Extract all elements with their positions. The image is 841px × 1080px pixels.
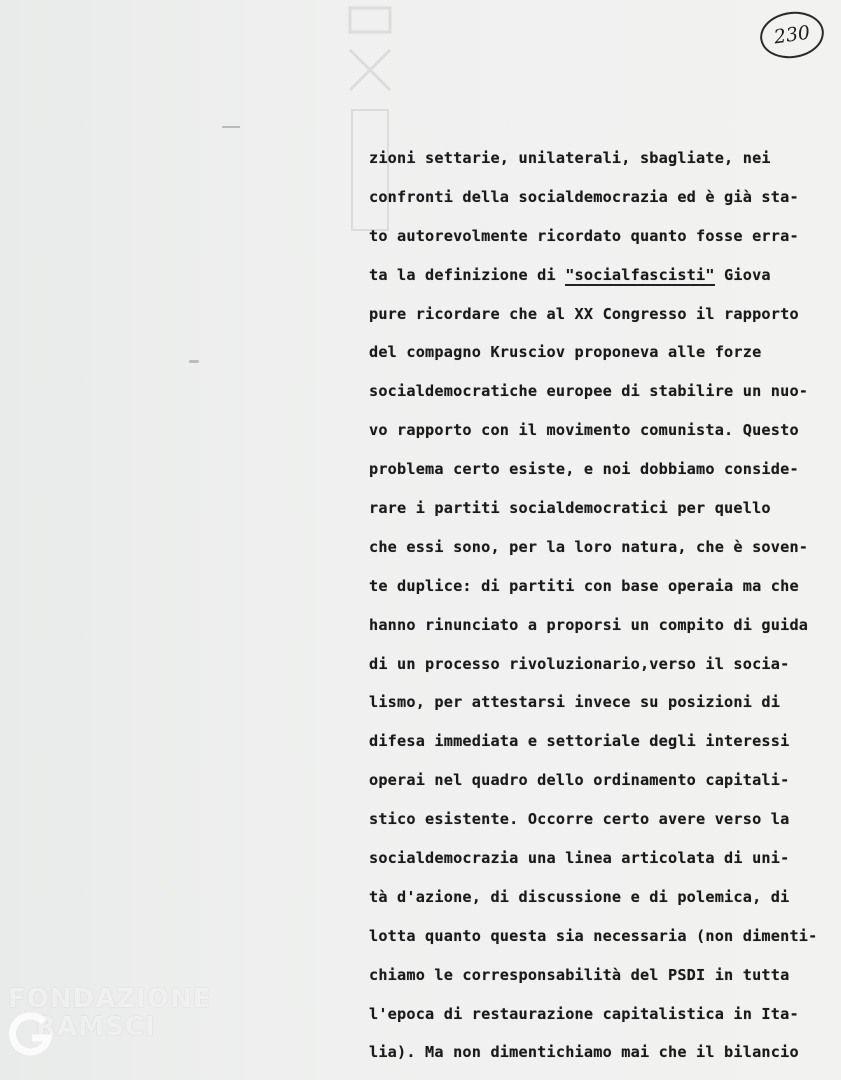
text-line: che essi sono, per la loro natura, che è soven- (369, 537, 809, 556)
text-line: del compagno Krusciov proponeva alle forze (369, 343, 762, 362)
text-line: rare i partiti socialdemocratici per quello (369, 499, 771, 518)
text-line: pure ricordare che al XX Congresso il rapporto (369, 304, 799, 323)
text-line: lismo, per attestarsi invece su posizioni di (369, 693, 781, 712)
text-line: vo rapporto con il movimento comunista. Questo (369, 421, 799, 440)
watermark-line-2-container (8, 1014, 211, 1040)
text-line: confronti della socialdemocrazia ed è già sta- (369, 187, 799, 206)
page-number: 230 (772, 21, 812, 49)
text-line: lotta quanto questa sia necessaria (non dimenti- (369, 926, 818, 945)
page-number-circle (757, 8, 827, 62)
text-line: problema certo esiste, e noi dobbiamo conside- (369, 460, 799, 479)
text-line: hanno rinunciato a proporsi un compito di guida (369, 615, 809, 634)
text-line: te duplice: di partiti con base operaia ma che (369, 576, 799, 595)
text-line: operai nel quadro dello ordinamento capitali- (369, 771, 790, 790)
fondazione-gramsci-watermark (8, 986, 211, 1040)
text-line: l'epoca di restaurazione capitalistica in Ita- (369, 1004, 799, 1023)
watermark-line-1: FONDAZIONE (8, 984, 212, 1014)
text-line: chiamo le corresponsabilità del PSDI in tutta (369, 965, 790, 984)
text-line: difesa immediata e settoriale degli interessi (369, 732, 790, 751)
text-line: zioni settarie, unilaterali, sbagliate, nei (369, 149, 771, 167)
text-line: socialdemocrazia una linea articolata di uni- (369, 849, 790, 868)
text-line: lia). Ma non dimentichiamo mai che il bilancio (369, 1043, 799, 1062)
text-line: socialdemocratiche europee di stabilire un nuo- (369, 382, 809, 401)
text-line: tà d'azione, di discussione e di polemica, di (369, 887, 790, 906)
margin-tick-mark (222, 126, 240, 128)
text-line (369, 260, 839, 299)
underlined-term: "socialfascisti" (565, 265, 715, 284)
typewritten-text-block (369, 143, 839, 1076)
text-segment: ta la definizione di (369, 265, 566, 284)
text-line: to autorevolmente ricordato quanto fosse erra- (369, 226, 799, 245)
text-line: di un processo rivoluzionario,verso il socia- (369, 654, 790, 673)
text-segment: Giova (714, 265, 771, 284)
margin-dots (189, 360, 199, 363)
gramsci-g-logo-icon (4, 1008, 56, 1060)
watermark-line-2: RAMSCI (36, 1012, 156, 1042)
text-line: stico esistente. Occorre certo avere verso la (369, 810, 790, 829)
